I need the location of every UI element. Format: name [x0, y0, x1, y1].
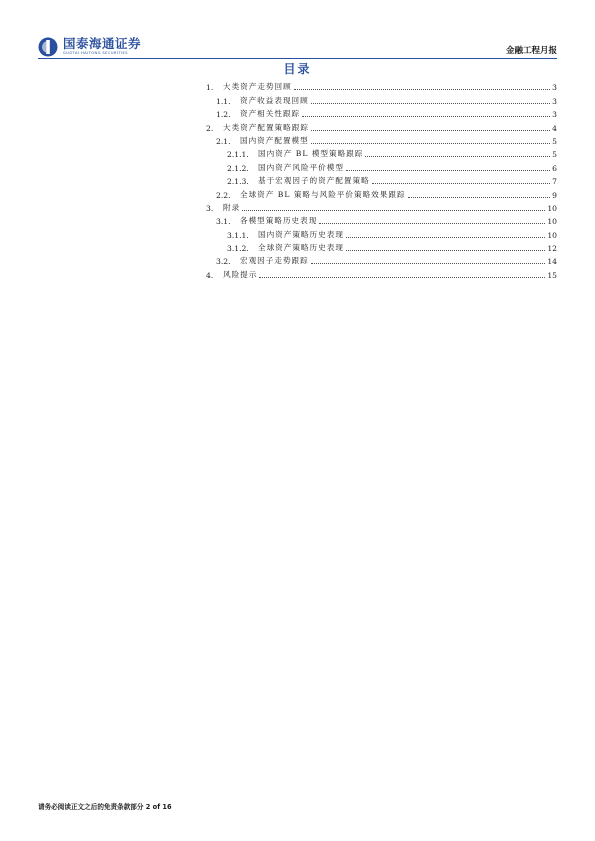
toc-entry-page: 6 — [552, 163, 557, 173]
toc-entry-page: 7 — [552, 177, 557, 187]
toc-title: 目录 — [283, 62, 312, 76]
toc-entry[interactable] — [206, 159, 557, 172]
toc-entry-page: 3 — [552, 96, 557, 106]
toc-entry-number: 1.2. — [216, 110, 231, 120]
toc-entry-number: 2.2. — [216, 190, 231, 200]
company-logo — [38, 36, 141, 58]
toc-entry[interactable] — [206, 106, 557, 119]
toc-entry-title: 宏观因子走势跟踪 — [240, 256, 309, 266]
toc-entry[interactable] — [206, 173, 557, 186]
toc-leader-dots — [346, 249, 545, 251]
toc-leader-dots — [346, 169, 550, 171]
toc-entry-title: 大类资产走势回顾 — [223, 82, 292, 92]
toc-entry-page: 3 — [552, 110, 557, 120]
page-header — [38, 36, 557, 58]
toc-entry[interactable] — [206, 133, 557, 146]
toc-leader-dots — [319, 222, 545, 224]
toc-entry-page: 4 — [552, 123, 557, 133]
toc-entry-title: 风险提示 — [223, 269, 258, 279]
toc-entry-title: 全球资产 BL 策略与风险平价策略效果跟踪 — [240, 189, 406, 199]
toc-entry-number: 1.1. — [216, 96, 231, 106]
toc-entry-page: 3 — [552, 83, 557, 93]
toc-entry-page: 12 — [547, 244, 557, 254]
toc-entry[interactable] — [206, 79, 557, 92]
toc-leader-dots — [311, 262, 546, 264]
toc-leader-dots — [302, 115, 550, 117]
toc-entry-page: 5 — [552, 136, 557, 146]
toc-entry-title: 资产收益表现回顾 — [240, 95, 309, 105]
toc-entry[interactable] — [206, 213, 557, 226]
header-divider — [38, 58, 557, 59]
toc-leader-dots — [372, 182, 550, 184]
table-of-contents — [206, 79, 557, 280]
toc-entry-title: 大类资产配置策略跟踪 — [223, 122, 309, 132]
toc-entry-title: 基于宏观因子的资产配置策略 — [258, 176, 370, 186]
toc-entry-number: 3.1. — [216, 217, 231, 227]
toc-entry-page: 10 — [547, 230, 557, 240]
toc-entry[interactable] — [206, 266, 557, 279]
toc-entry[interactable] — [206, 119, 557, 132]
logo-icon — [38, 37, 58, 57]
toc-entry-number: 3. — [206, 203, 214, 213]
toc-entry-number: 2. — [206, 123, 214, 133]
toc-entry[interactable] — [206, 253, 557, 266]
toc-entry-page: 10 — [547, 217, 557, 227]
toc-entry-number: 2.1.1. — [227, 150, 249, 160]
toc-entry-number: 1. — [206, 83, 214, 93]
toc-entry[interactable] — [206, 200, 557, 213]
toc-leader-dots — [242, 209, 545, 211]
toc-entry-page: 9 — [552, 190, 557, 200]
toc-entry-title: 附录 — [223, 202, 241, 212]
toc-entry-title: 资产相关性跟踪 — [240, 109, 301, 119]
toc-entry-page: 15 — [547, 270, 557, 280]
toc-entry[interactable] — [206, 240, 557, 253]
logo-english-name: GUOTAI HAITONG SECURITIES — [63, 51, 128, 56]
toc-entry-title: 国内资产策略历史表现 — [258, 229, 344, 239]
toc-entry-title: 国内资产风险平价模型 — [258, 162, 344, 172]
toc-entry-number: 3.1.1. — [227, 230, 249, 240]
toc-entry[interactable] — [206, 92, 557, 105]
toc-entry[interactable] — [206, 146, 557, 159]
toc-entry-title: 国内资产配置模型 — [240, 135, 309, 145]
toc-leader-dots — [311, 142, 550, 144]
toc-leader-dots — [311, 102, 550, 104]
toc-entry-page: 14 — [547, 257, 557, 267]
toc-entry-title: 各模型策略历史表现 — [240, 216, 318, 226]
toc-leader-dots — [259, 276, 545, 278]
toc-leader-dots — [365, 155, 550, 157]
toc-entry-title: 国内资产 BL 模型策略跟踪 — [258, 149, 364, 159]
toc-entry-number: 3.2. — [216, 257, 231, 267]
toc-leader-dots — [294, 88, 550, 90]
toc-leader-dots — [346, 236, 545, 238]
toc-leader-dots — [408, 196, 551, 198]
footer-disclaimer: 请务必阅读正文之后的免责条款部分 2 of 16 — [38, 803, 172, 811]
toc-entry-page: 10 — [547, 203, 557, 213]
toc-entry-number: 3.1.2. — [227, 244, 249, 254]
toc-entry-title: 全球资产策略历史表现 — [258, 243, 344, 253]
toc-entry[interactable] — [206, 186, 557, 199]
report-type-label: 金融工程月报 — [505, 46, 557, 56]
toc-entry-number: 2.1. — [216, 136, 231, 146]
toc-leader-dots — [311, 129, 550, 131]
toc-entry[interactable] — [206, 226, 557, 239]
toc-entry-number: 2.1.3. — [227, 177, 249, 187]
toc-entry-number: 2.1.2. — [227, 163, 249, 173]
toc-entry-page: 5 — [552, 150, 557, 160]
toc-entry-number: 4. — [206, 270, 214, 280]
logo-chinese-name: 国泰海通证券 — [63, 35, 142, 51]
